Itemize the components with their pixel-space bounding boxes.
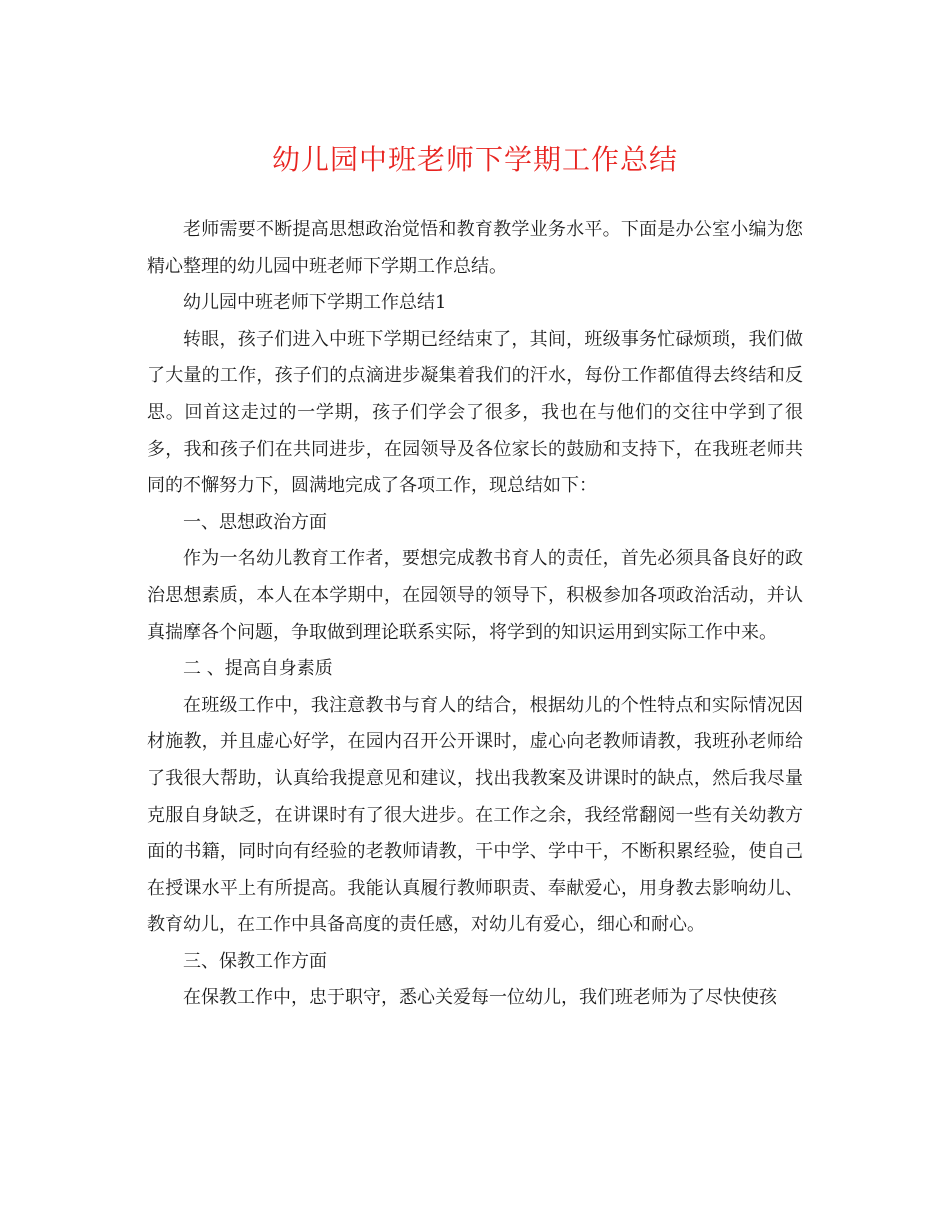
intro-paragraph: 老师需要不断提高思想政治觉悟和教育教学业务水平。下面是办公室小编为您精心整理的幼儿园中班老师下学期工作总结。 <box>147 219 803 277</box>
document-body <box>147 212 803 1017</box>
section-heading: 二 、提高自身素质 <box>183 658 333 680</box>
body-paragraph: 在班级工作中，我注意教书与育人的结合，根据幼儿的个性特点和实际情况因材施教，并且虚心好学，在园内召开公开课时，虚心向老教师请教，我班孙老师给了我很大帮助，认真给我提意见和建议，找出我教案及讲课时的缺点，然后我尽量克服自身缺乏，在讲课时有了很大进步。在工作之余，我经常翻阅一些有关幼教方面的书籍，同时向有经验的老教师请教，干中学、学中干，不断积累经验，使自己在授课水平上有所提高。我能认真履行教师职责、奉献爱心，用身教去影响幼儿、教育幼儿，在工作中具备高度的责任感，对幼儿有爱心，细心和耐心。 <box>147 694 803 936</box>
body-paragraph: 作为一名幼儿教育工作者，要想完成教书育人的责任，首先必须具备良好的政治思想素质，本人在本学期中，在园领导的领导下，积极参加各项政治活动，并认真揣摩各个问题，争取做到理论联系实际，将学到的知识运用到实际工作中来。 <box>147 548 803 643</box>
subtitle-paragraph: 幼儿园中班老师下学期工作总结1 <box>183 292 447 314</box>
document-title: 幼儿园中班老师下学期工作总结 <box>271 143 678 176</box>
section-heading: 一、思想政治方面 <box>183 511 327 533</box>
body-paragraph: 在保教工作中，忠于职守，悉心关爱每一位幼儿，我们班老师为了尽快使孩 <box>183 987 777 1009</box>
section-heading: 三、保教工作方面 <box>183 950 327 972</box>
body-paragraph: 转眼，孩子们进入中班下学期已经结束了，其间，班级事务忙碌烦琐，我们做了大量的工作，孩子们的点滴进步凝集着我们的汗水，每份工作都值得去终结和反思。回首这走过的一学期，孩子们学会了很多，我也在与他们的交往中学到了很多，我和孩子们在共同进步，在园领导及各位家长的鼓励和支持下，在我班老师共同的不懈努力下，圆满地完成了各项工作，现总结如下： <box>147 328 803 497</box>
